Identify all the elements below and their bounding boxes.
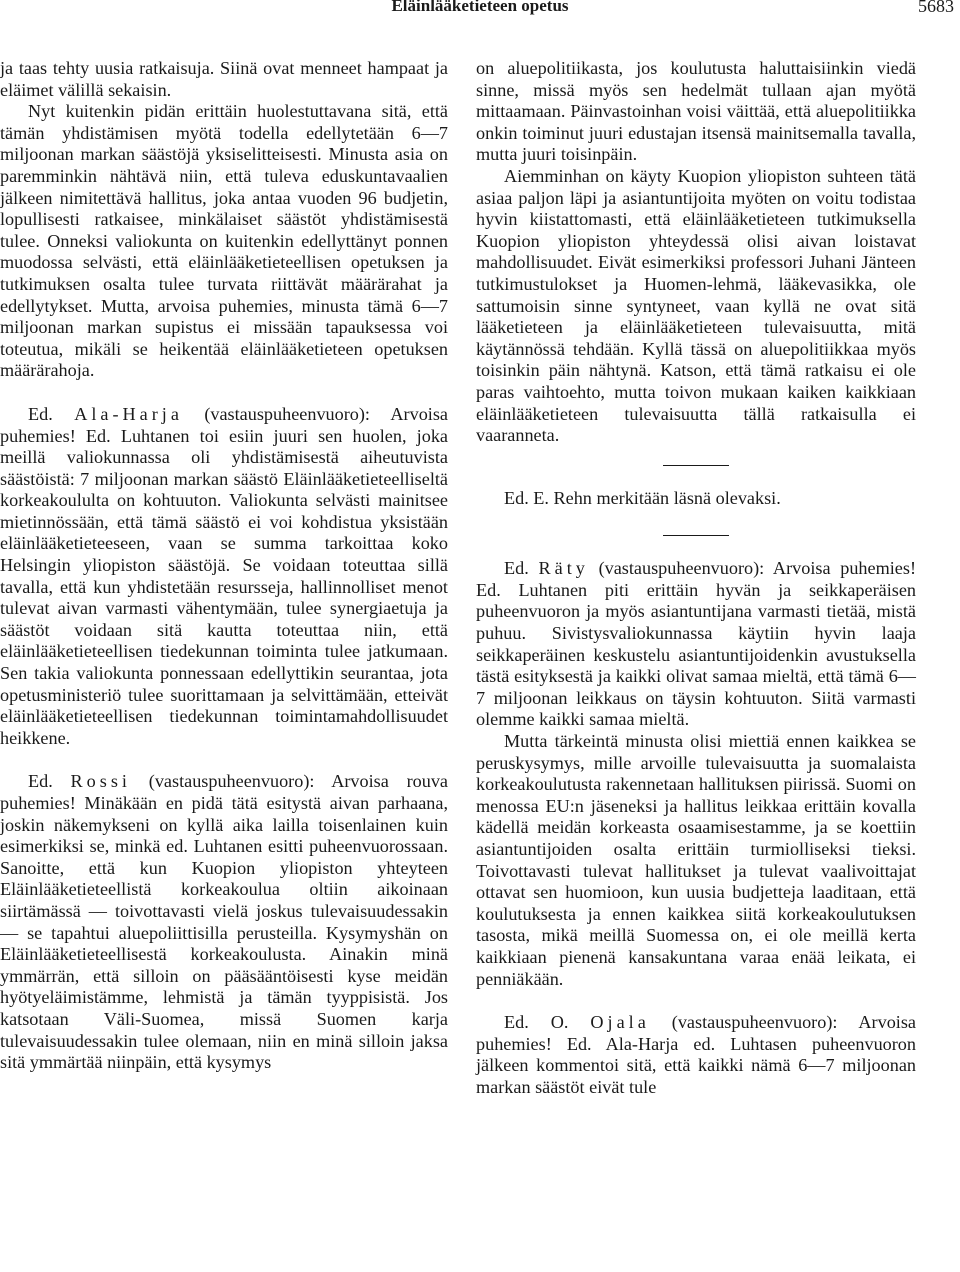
paragraph: Nyt kuitenkin pidän erittäin huolestuttavana sitä, että tämän yhdistämisen myötä todella edellytetään 6—7 miljoonan markan säästöjä yksiselitteisesti. Minusta asia on paremminkin nähtävä niin, että tuleva eduskuntavaalien jälkeen nimitettävä hallitus, joka antaa vuoden 96 budjetin, lopullisesti ratkaisee, minkälaiset säästöt yhdistämisestä tulee. Onneksi valiokunta on kuitenkin edellyttänyt ponnen muodossa selvästi, että eläinlääketieteellisen opetuksen ja tutkimuksen osalta tulee turvata riittävät määrärahat ja edellytykset. Mutta, arvoisa puhemies, minusta tämä 6—7 miljoonan markan supistus ei missään tapauksessa voi toteutua, mikäli se heikentää eläinlääketieteen opetuksen määrärahoja. [0,101,448,381]
speaker-name: Ala-Harja [74,403,183,424]
speech-prefix: Ed. [28,771,71,792]
speech-ojala [476,1012,916,1098]
speech-text: (vastauspuheenvuoro): Arvoisa rouva puhemies! Minäkään en pidä tätä esitystä aivan parhaana, joskin näkemykseni on kyllä aika lailla toisenlainen kuin esimerkiksi se, minkä ed. Luhtanen esitti puheenvuorossaan. Sanoitte, että kun Kuopion yliopiston yhteyteen Eläinlääketieteellistä korkeakoulua oltiin aikoinaan siirtämässä — toivottavasti vielä joskus tulevaisuudessakin — se tapahtui aluepoliittisilla perusteilla. Kysymyshän on Eläinlääketieteellisestä korkeakoulusta. Ainakin minä ymmärrän, että silloin on pääsääntöisesti kyse meidän hyötyeläimistämme, lehmistä ja tämän tyyppisistä. Jos katsotaan Väli-Suomea, missä Suomen karja tulevaisuudessakin tulee olemaan, niin en minä silloin jaksa sitä ymmärtää niinpäin, että kysymys [0,771,448,1073]
speaker-name: Räty [538,558,589,579]
speaker-name: Ojala [590,1012,650,1033]
speech-text: (vastauspuheenvuoro): Arvoisa puhemies! Ed. Luhtanen toi esiin juuri sen huolen, joka meillä valiokunnassa oli yhdistämisestä aiheutuvista säästöistä: 7 miljoonan markan säästö Eläinlääketieteelliseltä korkeakoululta on kohtuuton. Valiokunta selvästi mainitsee mietinnössään, että tämä säästö ei voi kohdistua yksistään eläinlääketieteeseen, vaan se summa tarkoittaa koko Helsingin yliopiston säästöjä. Se voidaan toteuttaa sillä tavalla, että kun yhdistetään resursseja, hallinnolliset menot tulevat aivan varmasti vähentymään, tulee synergiaetuja ja säästöt voidaan sitä kautta toteuttaa niin, että eläinlääketieteellisen tiedekunnan toiminta tulee jatkumaan. Sen takia valiokunta ponnessaan edellyttikin seurantaa, jota opetusministeriö tulee suorittamaan ja selvittämään, etteivät eläinlääketieteellisen tiedekunnan toimintamahdollisuudet heikkene. [0,403,448,748]
running-title: Eläinlääketieteen opetus [391,0,569,15]
speech-text: (vastauspuheenvuoro): Arvoisa puhemies! Ed. Ala-Harja ed. Luhtasen puheenvuoron jälkeen kommentoi sitä, että kaikki nämä 6—7 miljoonan markan säästöt eivät tule [476,1012,916,1097]
speech-prefix: Ed. [504,558,539,579]
page-number: 5683 [918,0,954,16]
speech-text: (vastauspuheenvuoro): Arvoisa puhemies! Ed. Luhtanen piti erittäin hyvän ja seikkaperäisen puheenvuoron ja myös asiantuntijana varmasti tietää, mistä puhuu. Sivistysvaliokunnassa käytiin hyvin laaja seikkaperäinen keskustelu asiantuntijoidenkin avustuksella tästä esityksestä ja kaikki olivat samaa mieltä, että tämä 6—7 miljoonan leikkaus on täysin kohtuuton. Siitä varmasti olemme kaikki samaa mieltä. [476,558,916,730]
left-column [0,58,448,1074]
paragraph: Mutta tärkeintä minusta olisi miettiä ennen kaikkea se peruskysymys, mille arvoille tulevaisuutta ja suomalaista korkeakoulutusta rakennetaan hallituksen piirissä. Suomi on menossa EU:n jäseneksi ja hallitus leikkaa erittäin kovalla kädellä meidän korkeasta osaamisestamme, ja se koettiin asiantuntijoiden osalta erittäin turmiolliseksi tieksi. Toivottavasti tulevat hallitukset ja tulevat vaalivoittajat ottavat sen huomioon, kun uusia budjetteja laaditaan, että koulutuksesta ja ennen kaikkea siitä korkeakoulutuksen tasosta, mikä meillä Suomessa on, ei ole meillä kerta kaikkiaan pienenä kansakuntana varaa enää leikata, ei penniäkään. [476,731,916,989]
page-header [0,0,960,22]
speech-rossi [0,771,448,1073]
paragraph: ja taas tehty uusia ratkaisuja. Siinä ovat menneet hampaat ja eläimet välillä sekaisin. [0,58,448,100]
section-divider [663,465,729,466]
speech-prefix: Ed. [28,403,75,424]
right-column [476,58,916,1099]
attendance-note: Ed. E. Rehn merkitään läsnä olevaksi. [504,487,781,508]
speaker-name: Rossi [70,771,131,792]
speech-raty [476,558,916,731]
speech-ala-harja [0,404,448,750]
paragraph: on aluepolitiikasta, jos koulutusta haluttaisiinkin viedä sinne, missä myös sen hedelmät tullaan ajan myötä mittaamaan. Päinvastoinhan voisi väittää, että aluepolitiikka onkin toiminut juuri edustajan itsensä mainitsemalla tavalla, mutta juuri toisinpäin. [476,58,916,165]
speech-prefix: Ed. O. [504,1012,591,1033]
paragraph: Aiemminhan on käyty Kuopion yliopiston suhteen tätä asiaa paljon läpi ja asiantuntijoita myöten on voitu todistaa hyvin kiistattomasti, että eläinlääketieteen tutkimuksella Kuopion yliopiston yhteydessä olisi aivan loistavat mahdollisuudet. Eivät esimerkiksi professori Juhani Jänteen tutkimustulokset ja Huomen-lehmä, lääkevasikka, ole sattumoisin sinne syntyneet, vaan kyllä ne ovat sitä lääketieteen ja eläinlääketieteen tulevaisuutta, mitä käytännössä tehdään. Kyllä tässä on aluepolitiikkaa myös toisinkin päin nähtynä. Katson, että tämä ratkaisu ei ole paras vaihtoehto, mutta toivon mukaan kaiken kaikkiaan eläinlääketieteen tulevaisuutta tällä ratkaisulla ei vaaranneta. [476,165,916,446]
section-divider [663,535,729,536]
